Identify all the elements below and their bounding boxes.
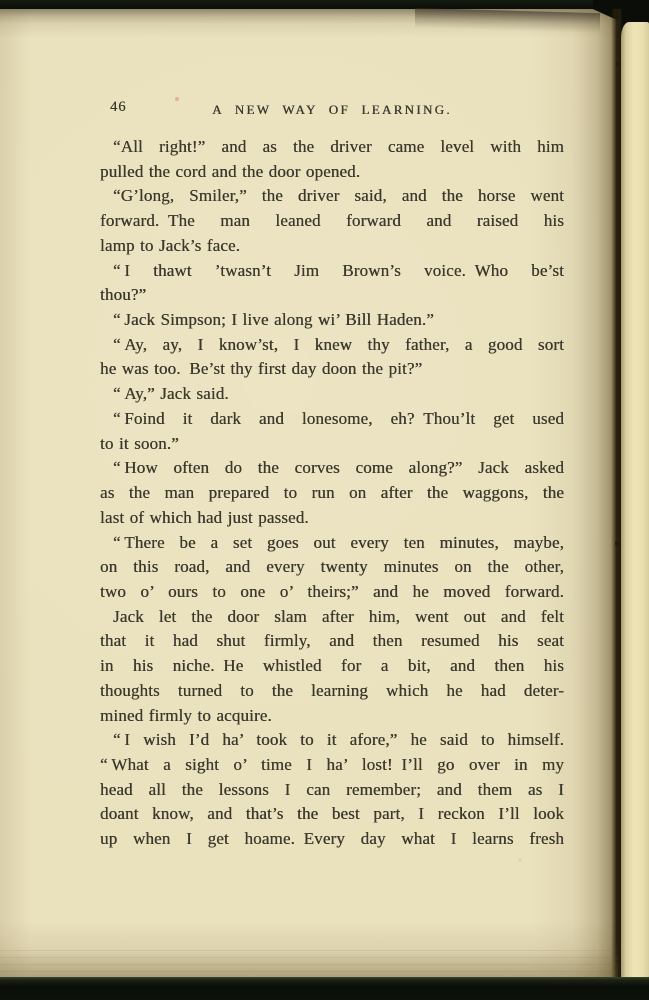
- running-title: A NEW WAY OF LEARNING.: [212, 102, 452, 117]
- text-line: Jack let the door slam after him, went out and felt: [113, 606, 564, 626]
- book-page: [0, 9, 618, 979]
- text-line: “ Ay, ay, I know’st, I knew thy father, a good sort: [113, 334, 564, 354]
- text-line: on this road, and every twenty minutes on the other,: [100, 557, 564, 577]
- paper-speck: [615, 541, 618, 546]
- text-line: thoughts turned to the learning which he had deter-: [100, 680, 564, 700]
- text-line: “ There be a set goes out every ten minutes, maybe,: [113, 532, 564, 552]
- text-line: as the man prepared to run on after the waggons, the: [100, 483, 564, 503]
- text-line: “ Foind it dark and lonesome, eh? Thou’lt get used: [113, 408, 564, 428]
- book-cover-top-edge: [0, 0, 649, 9]
- text-line: to it soon.”: [100, 433, 179, 453]
- text-block: [100, 135, 564, 852]
- paper-speck: [175, 97, 179, 101]
- text-line: “ What a sight o’ time I ha’ lost! I’ll go over in my: [100, 754, 564, 774]
- text-line: last of which had just passed.: [100, 507, 309, 527]
- text-line: “ Ay,” Jack said.: [113, 384, 229, 404]
- text-line: pulled the cord and the door opened.: [100, 161, 361, 181]
- text-line: “ Jack Simpson; I live along wi’ Bill Haden.”: [113, 310, 434, 330]
- text-line: “ I wish I’d ha’ took to it afore,” he said to himself.: [113, 730, 564, 750]
- text-line: he was too. Be’st thy first day doon the pit?”: [100, 359, 423, 379]
- text-line: “All right!” and as the driver came level with him: [113, 137, 564, 156]
- paper-speck: [616, 62, 619, 66]
- next-page-edge: [621, 22, 649, 984]
- book-cover-bottom-edge: [0, 977, 649, 1000]
- text-line: “G’long, Smiler,” the driver said, and the horse went: [113, 186, 564, 206]
- text-line: two o’ ours to one o’ theirs;” and he moved forward.: [100, 581, 564, 601]
- bottom-edge-shadow: [0, 950, 618, 978]
- text-line: “ How often do the corves come along?” Jack asked: [113, 458, 564, 478]
- text-line: doant know, and that’s the best part, I reckon I’ll look: [100, 804, 564, 824]
- text-line: up when I get hoame. Every day what I learns fresh: [100, 829, 564, 849]
- text-line: thou?”: [100, 285, 147, 305]
- text-line: “ I thawt ’twasn’t Jim Brown’s voice. Who be’st: [113, 260, 564, 280]
- text-line: head all the lessons I can remember; and them as I: [100, 779, 564, 799]
- text-line: mined firmly to acquire.: [100, 705, 272, 725]
- text-line: lamp to Jack’s face.: [100, 235, 241, 255]
- text-line: forward. The man leaned forward and raised his: [100, 211, 564, 231]
- text-line: that it had shut firmly, and then resumed his seat: [100, 631, 564, 651]
- text-line: in his niche. He whistled for a bit, and then his: [100, 656, 564, 676]
- page-number: 46: [110, 99, 127, 115]
